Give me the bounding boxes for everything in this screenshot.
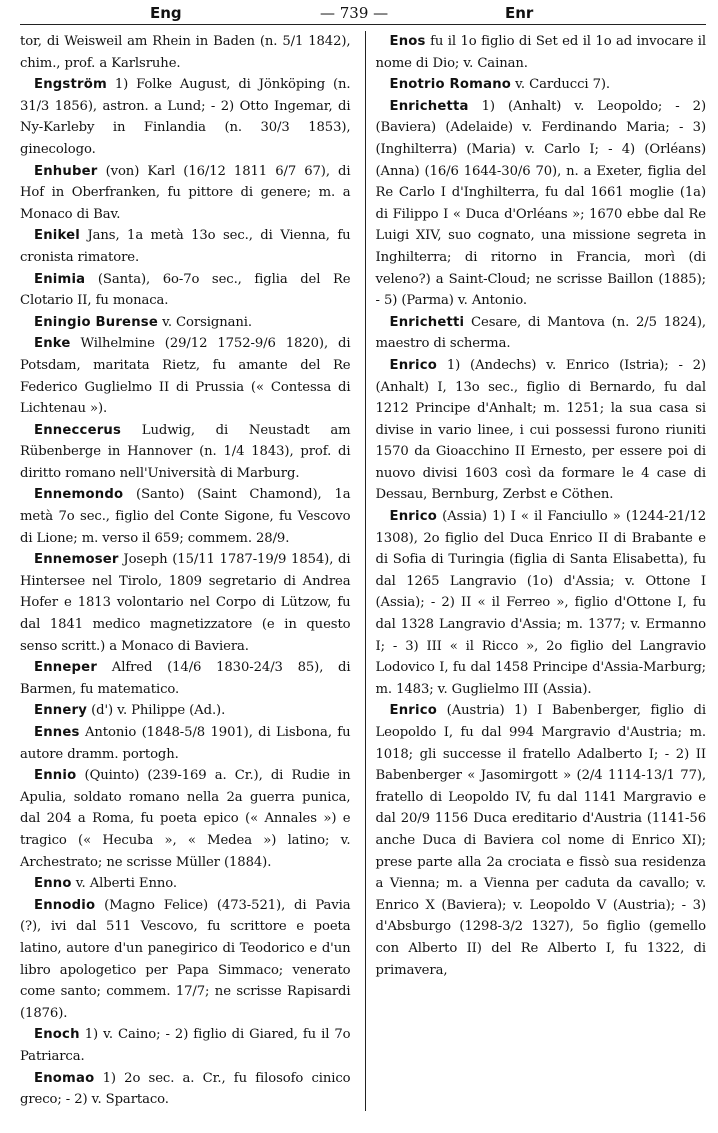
right-column <box>365 31 707 1111</box>
dictionary-entry <box>20 657 351 700</box>
entry-text: (d') v. Philippe (Ad.). <box>87 703 226 719</box>
dictionary-entry <box>20 161 351 226</box>
dictionary-entry <box>376 312 707 355</box>
entry-text: (Quinto) (239-169 a. Cr.), di Rudie in Apulia, soldato romano nella 2a guerra punica, dal 204 a Roma, fu poeta epico (« Annales ») e tragico (« Hecuba », « Medea ») latino; v. Archestrato; ne scrisse Müller (1884). <box>20 768 351 870</box>
dictionary-entry <box>376 31 707 74</box>
entry-headword: Enrico <box>389 357 437 373</box>
dictionary-entry <box>20 1024 351 1067</box>
dictionary-entry <box>20 333 351 419</box>
entry-text: v. Carducci 7). <box>511 77 611 93</box>
dictionary-entry <box>20 895 351 1025</box>
entry-text: Ludwig, di Neustadt am Rübenberge in Hannover (n. 1/4 1843), prof. di diritto romano nell'Università di Marburg. <box>20 422 351 481</box>
dictionary-entry <box>20 549 351 657</box>
dictionary-entry <box>20 312 351 334</box>
entry-text: (Santa), 6o-7o sec., figlia del Re Clotario II, fu monaca. <box>20 271 351 309</box>
entry-text: 1) v. Caino; - 2) figlio di Giared, fu il 7o Patriarca. <box>20 1027 351 1064</box>
entry-text: Joseph (15/11 1787-19/9 1854), di Hintersee nel Tirolo, 1809 segretario di Andrea Hofer e 1813 volontario nel Corpo di Lützow, fu dal 1841 medico magnetizzatore (e in questo senso scritt.) a Monaco di Baviera. <box>20 552 351 654</box>
entry-text: Alfred (14/6 1830-24/3 85), di Barmen, fu matematico. <box>20 660 351 697</box>
entry-headword: Enoch <box>34 1027 80 1043</box>
dictionary-entry <box>20 74 351 160</box>
entry-headword: Enimia <box>34 271 86 287</box>
entry-text: (Magno Felice) (473-521), di Pavia (?), ivi dal 511 Vescovo, fu scrittore e poeta latino, autore d'un panegirico di Teodorico e d'un libro apologetico per Papa Simmaco; venerato come santo; commem. 17/7; ne scrisse Rapisardi (1876). <box>20 897 351 1021</box>
entry-headword: Engström <box>34 77 107 93</box>
dictionary-entry <box>20 1068 351 1111</box>
entry-headword: Enke <box>34 336 71 352</box>
entry-headword: Enno <box>34 876 72 892</box>
dictionary-entry <box>376 700 707 981</box>
running-header <box>20 4 706 25</box>
entry-headword: Ennio <box>34 768 77 784</box>
entry-text: Cesare, di Mantova (n. 2/5 1824), maestro di scherma. <box>375 314 706 352</box>
entry-headword: Enrichetta <box>389 98 469 114</box>
entry-text: fu il 1o figlio di Set ed il 1o ad invocare il nome di Dio; v. Cainan. <box>375 34 706 71</box>
entry-headword: Enhuber <box>34 163 98 179</box>
dictionary-entry <box>20 31 351 74</box>
entry-headword: Enrichetti <box>389 314 465 330</box>
entry-text: (von) Karl (16/12 1811 6/7 67), di Hof in Oberfranken, fu pittore di genere; m. a Monaco di Bav. <box>20 163 351 222</box>
entry-text: Wilhelmine (29/12 1752-9/6 1820), di Potsdam, maritata Rietz, fu amante del Re Federico Guglielmo II di Prussia (« Contessa di Lichtenau »). <box>20 336 351 417</box>
entry-text: v. Corsignani. <box>158 314 252 330</box>
entry-headword: Enikel <box>34 228 80 244</box>
entry-headword: Ennery <box>34 703 88 719</box>
entry-text: v. Alberti Enno. <box>71 876 177 892</box>
entry-headword: Ennemondo <box>34 487 124 503</box>
entry-headword: Enneccerus <box>34 422 122 438</box>
dictionary-entry <box>376 506 707 700</box>
entry-text: 1) Folke August, di Jönköping (n. 31/3 1856), astron. a Lund; - 2) Otto Ingemar, di Ny-Karleby in Finlandia (n. 30/3 1853), ginecologo. <box>20 77 351 157</box>
dictionary-entry <box>20 420 351 485</box>
entry-text: Jans, 1a metà 13o sec., di Vienna, fu cronista rimatore. <box>20 228 351 265</box>
entry-headword: Enotrio Romano <box>389 77 512 93</box>
entry-headword: Enrico <box>389 509 437 525</box>
dictionary-entry <box>376 74 707 96</box>
left-column <box>20 31 351 1111</box>
entry-headword: Enrico <box>389 703 437 719</box>
entry-text: tor, di Weisweil am Rhein in Baden (n. 5/1 1842), chim., prof. a Karlsruhe. <box>20 34 351 71</box>
entry-headword: Enos <box>389 34 426 49</box>
dictionary-entry <box>20 269 351 312</box>
dictionary-entry <box>376 355 707 506</box>
entry-text: 1) 2o sec. a. Cr., fu filosofo cinico greco; - 2) v. Spartaco. <box>20 1070 351 1108</box>
dictionary-entry <box>20 700 351 722</box>
dictionary-entry <box>20 484 351 549</box>
entry-headword: Enomao <box>34 1070 95 1086</box>
entry-text: Antonio (1848-5/8 1901), di Lisbona, fu autore dramm. portogh. <box>20 725 351 762</box>
dictionary-entry <box>20 765 351 873</box>
entry-headword: Ennemoser <box>34 552 119 568</box>
entry-text: 1) (Andechs) v. Enrico (Istria); - 2) (Anhalt) I, 13o sec., figlio di Bernardo, fu dal 1212 Principe d'Anhalt; m. 1251; la sua casa si divise in vario linee, i cui possessi furono riuniti 1570 da Gioacchino II Ernesto, per essere poi di nuovo divisi 1603 così da formare le 4 case di Dessau, Bernburg, Zerbst e Cöthen. <box>375 357 706 503</box>
entry-text: 1) (Anhalt) v. Leopoldo; - 2) (Baviera) (Adelaide) v. Ferdinando Maria; - 3) (Inghilterra) (Maria) v. Carlo I; - 4) (Orléans) (Anna) (16/6 1644-30/6 70), n. a Exeter, figlia del Re Carlo I d'Inghilterra, fu dal 1661 moglie (1a) di Filippo I « Duca d'Orléans »; 1670 ebbe dal Re Luigi XIV, suo cognato, una missione segreta in Inghilterra; di ritorno in Francia, morì (di veleno?) a Saint-Cloud; ne scrisse Baillon (1885); - 5) (Parma) v. Antonio. <box>375 98 706 309</box>
header-last-entry: Enr <box>505 4 534 22</box>
dictionary-entry <box>20 722 351 765</box>
dictionary-entry <box>20 873 351 895</box>
entry-headword: Eningio Burense <box>34 314 158 330</box>
text-columns <box>20 31 706 1111</box>
dictionary-entry <box>376 96 707 312</box>
entry-headword: Enneper <box>34 660 98 676</box>
entry-text: (Austria) 1) I Babenberger, figlio di Leopoldo I, fu dal 994 Margravio d'Austria; m. 1018; gli successe il fratello Adalberto I; - 2) II Babenberger « Jasomirgott » (2/4 1114-13/1 77), fratello di Leopoldo IV, fu dal 1141 Margravio e dal 20/9 1156 Duca ereditario d'Austria (1141-56 anche Duca di Baviera col nome di Enrico XI); prese parte alla 2a crociata e fissò sua residenza a Vienna; m. a Vienna per caduta da cavallo; v. Enrico X (Baviera); v. Leopoldo V (Austria); - 3) d'Absburgo (1298-3/2 1327), 5o figlio (gemello con Alberto II) del Re Alberto I, fu 1322, di primavera, <box>375 703 706 978</box>
header-first-entry: Eng <box>150 4 182 22</box>
entry-headword: Ennes <box>34 725 80 740</box>
entry-text: (Santo) (Saint Chamond), 1a metà 7o sec., figlio del Conte Sigone, fu Vescovo di Lione; m. verso il 659; commem. 28/9. <box>20 487 351 546</box>
entry-text: (Assia) 1) I « il Fanciullo » (1244-21/12 1308), 2o figlio del Duca Enrico II di Brabante e di Sofia di Turingia (figlia di Santa Elisabetta), fu dal 1265 Langravio (1o) d'Assia; v. Ottone I (Assia); - 2) II « il Ferreo », figlio d'Ottone I, fu dal 1328 Langravio d'Assia; m. 1377; v. Ermanno I; - 3) III « il Ricco », 2o figlio del Langravio Lodovico I, fu dal 1458 Principe d'Assia-Marburg; m. 1483; v. Guglielmo III (Assia). <box>375 509 706 697</box>
dictionary-entry <box>20 225 351 268</box>
page-number: — 739 — <box>320 4 389 22</box>
entry-headword: Ennodio <box>34 897 96 913</box>
